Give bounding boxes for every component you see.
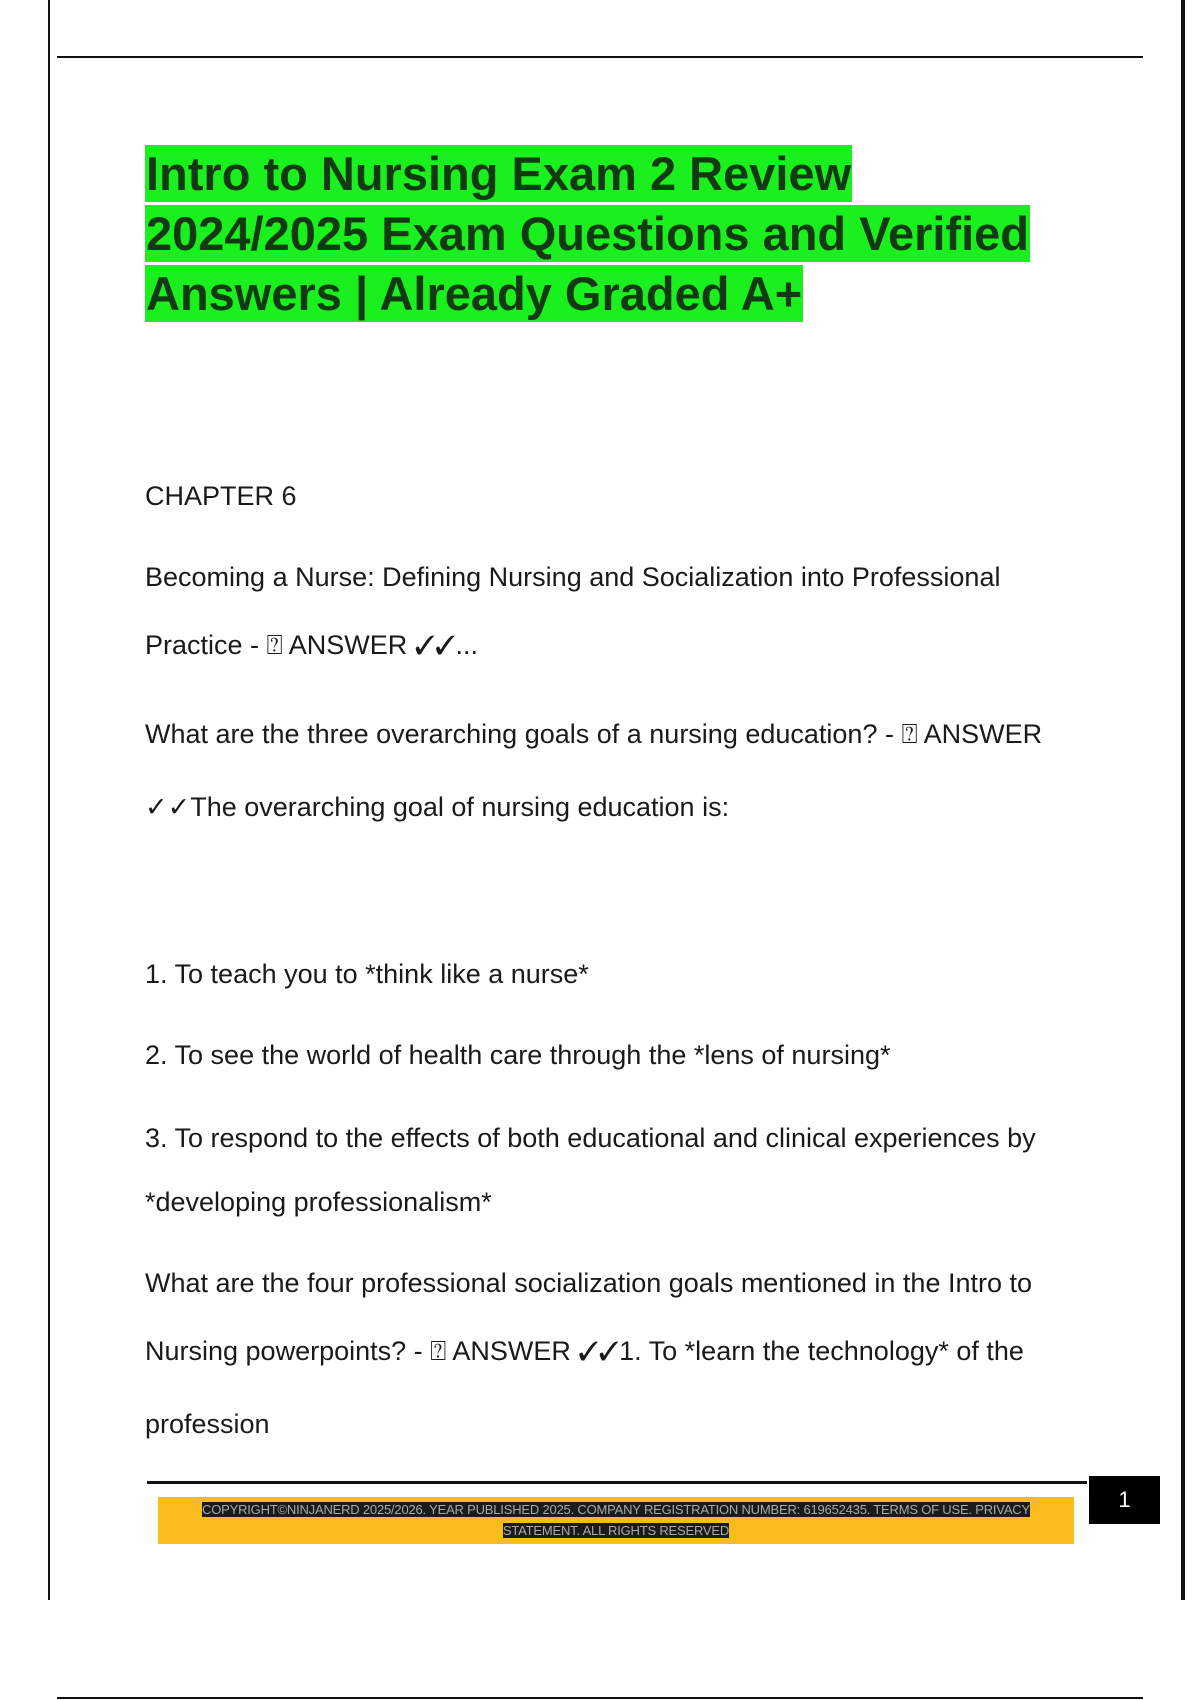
list-item: 3. To respond to the effects of both educational and clinical experiences by (145, 1123, 1036, 1153)
footer-divider (147, 1481, 1087, 1484)
header-divider (57, 56, 1143, 58)
title-line: Answers | Already Graded A+ (146, 267, 803, 320)
footer-copyright-text: COPYRIGHT©NINJANERD 2025/2026. YEAR PUBLISHED 2025. COMPANY REGISTRATION NUMBER: 619652435. TERMS OF USE. PRIVACY STATEMENT. ALL RIGHTS RESERVED (202, 1502, 1030, 1538)
paragraph-line: ✓✓The overarching goal of nursing education is: (145, 792, 730, 822)
document-title (145, 145, 1085, 325)
paragraph-line: What are the four professional socialization goals mentioned in the Intro to (145, 1268, 1033, 1298)
paragraph-line: Nursing powerpoints? - ⍰ ANSWER ✓✓1. To *learn the technology* of the (145, 1336, 1024, 1366)
list-item: 1. To teach you to *think like a nurse* (145, 959, 589, 989)
page-number: 1 (1089, 1476, 1160, 1524)
page-border-right (1181, 0, 1185, 1600)
paragraph-line: Becoming a Nurse: Defining Nursing and Socialization into Professional (145, 562, 1001, 592)
paragraph-line: profession (145, 1409, 270, 1439)
title-line: 2024/2025 Exam Questions and Verified (146, 207, 1029, 260)
paragraph-line: Practice - ⍰ ANSWER ✓✓... (145, 630, 479, 660)
page-border-left (48, 0, 50, 1600)
chapter-heading: CHAPTER 6 (145, 481, 297, 511)
footer-copyright-band (158, 1497, 1074, 1544)
list-item-continuation: *developing professionalism* (145, 1187, 492, 1217)
next-page-divider (57, 1697, 1143, 1699)
title-line: Intro to Nursing Exam 2 Review (146, 147, 852, 200)
list-item: 2. To see the world of health care through the *lens of nursing* (145, 1040, 891, 1070)
paragraph-line: What are the three overarching goals of a nursing education? - ⍰ ANSWER (145, 719, 1043, 749)
